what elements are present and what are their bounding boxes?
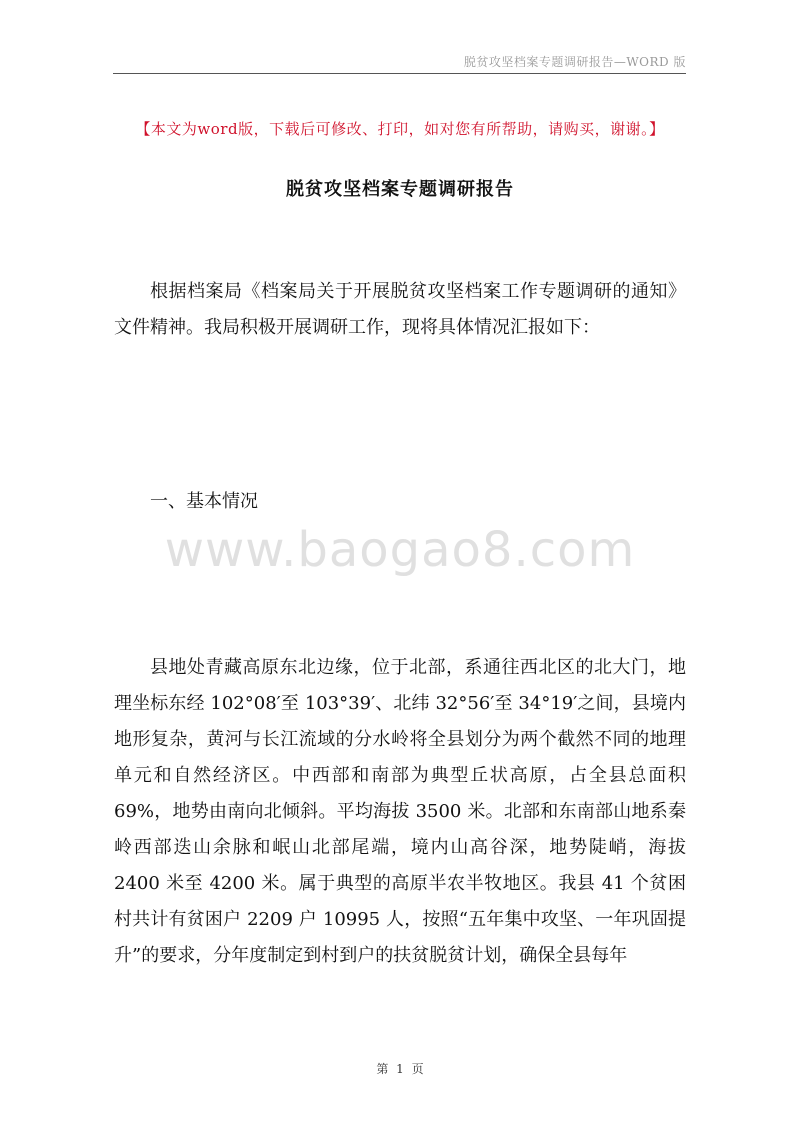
page-number: 1 (396, 1062, 404, 1076)
intro-paragraph: 根据档案局《档案局关于开展脱贫攻坚档案工作专题调研的通知》文件精神。我局积极开展调研工作，现将具体情况汇报如下： (114, 281, 686, 338)
watermark: www.baogao8.com (164, 522, 636, 578)
page-suffix: 页 (411, 1062, 424, 1076)
purchase-notice: 【本文为word版，下载后可修改、打印，如对您有所帮助，请购买，谢谢。】 (135, 120, 665, 138)
running-header: 脱贫攻坚档案专题调研报告—WORD 版 (463, 55, 686, 69)
page-footer (0, 1060, 800, 1077)
basic-info-paragraph: 县地处青藏高原东北边缘，位于北部，系通往西北区的北大门，地理坐标东经 102°08′至 103°39′、北纬 32°56′至 34°19′之间，县境内地形复杂，黄河与长江流域的分水岭将全县划分为两个截然不同的地理单元和自然经济区。中西部和南部为典型丘状高原，占全县总面积 69%，地势由南向北倾斜。平均海拔 3500 米。北部和东南部山地系秦岭西部迭山余脉和岷山北部尾端，境内山高谷深，地势陡峭，海拔 2400 米至 4200 米。属于典型的高原半农半牧地区。我县 41 个贫困村共计有贫困户 2209 户 10995 人，按照“五年集中攻坚、一年巩固提升”的要求，分年度制定到村到户的扶贫脱贫计划，确保全县每年 (114, 657, 686, 966)
page-prefix: 第 (376, 1062, 389, 1076)
section-heading-basic-info: 一、基本情况 (150, 491, 258, 512)
document-title: 脱贫攻坚档案专题调研报告 (286, 179, 514, 200)
header-divider (113, 73, 686, 74)
